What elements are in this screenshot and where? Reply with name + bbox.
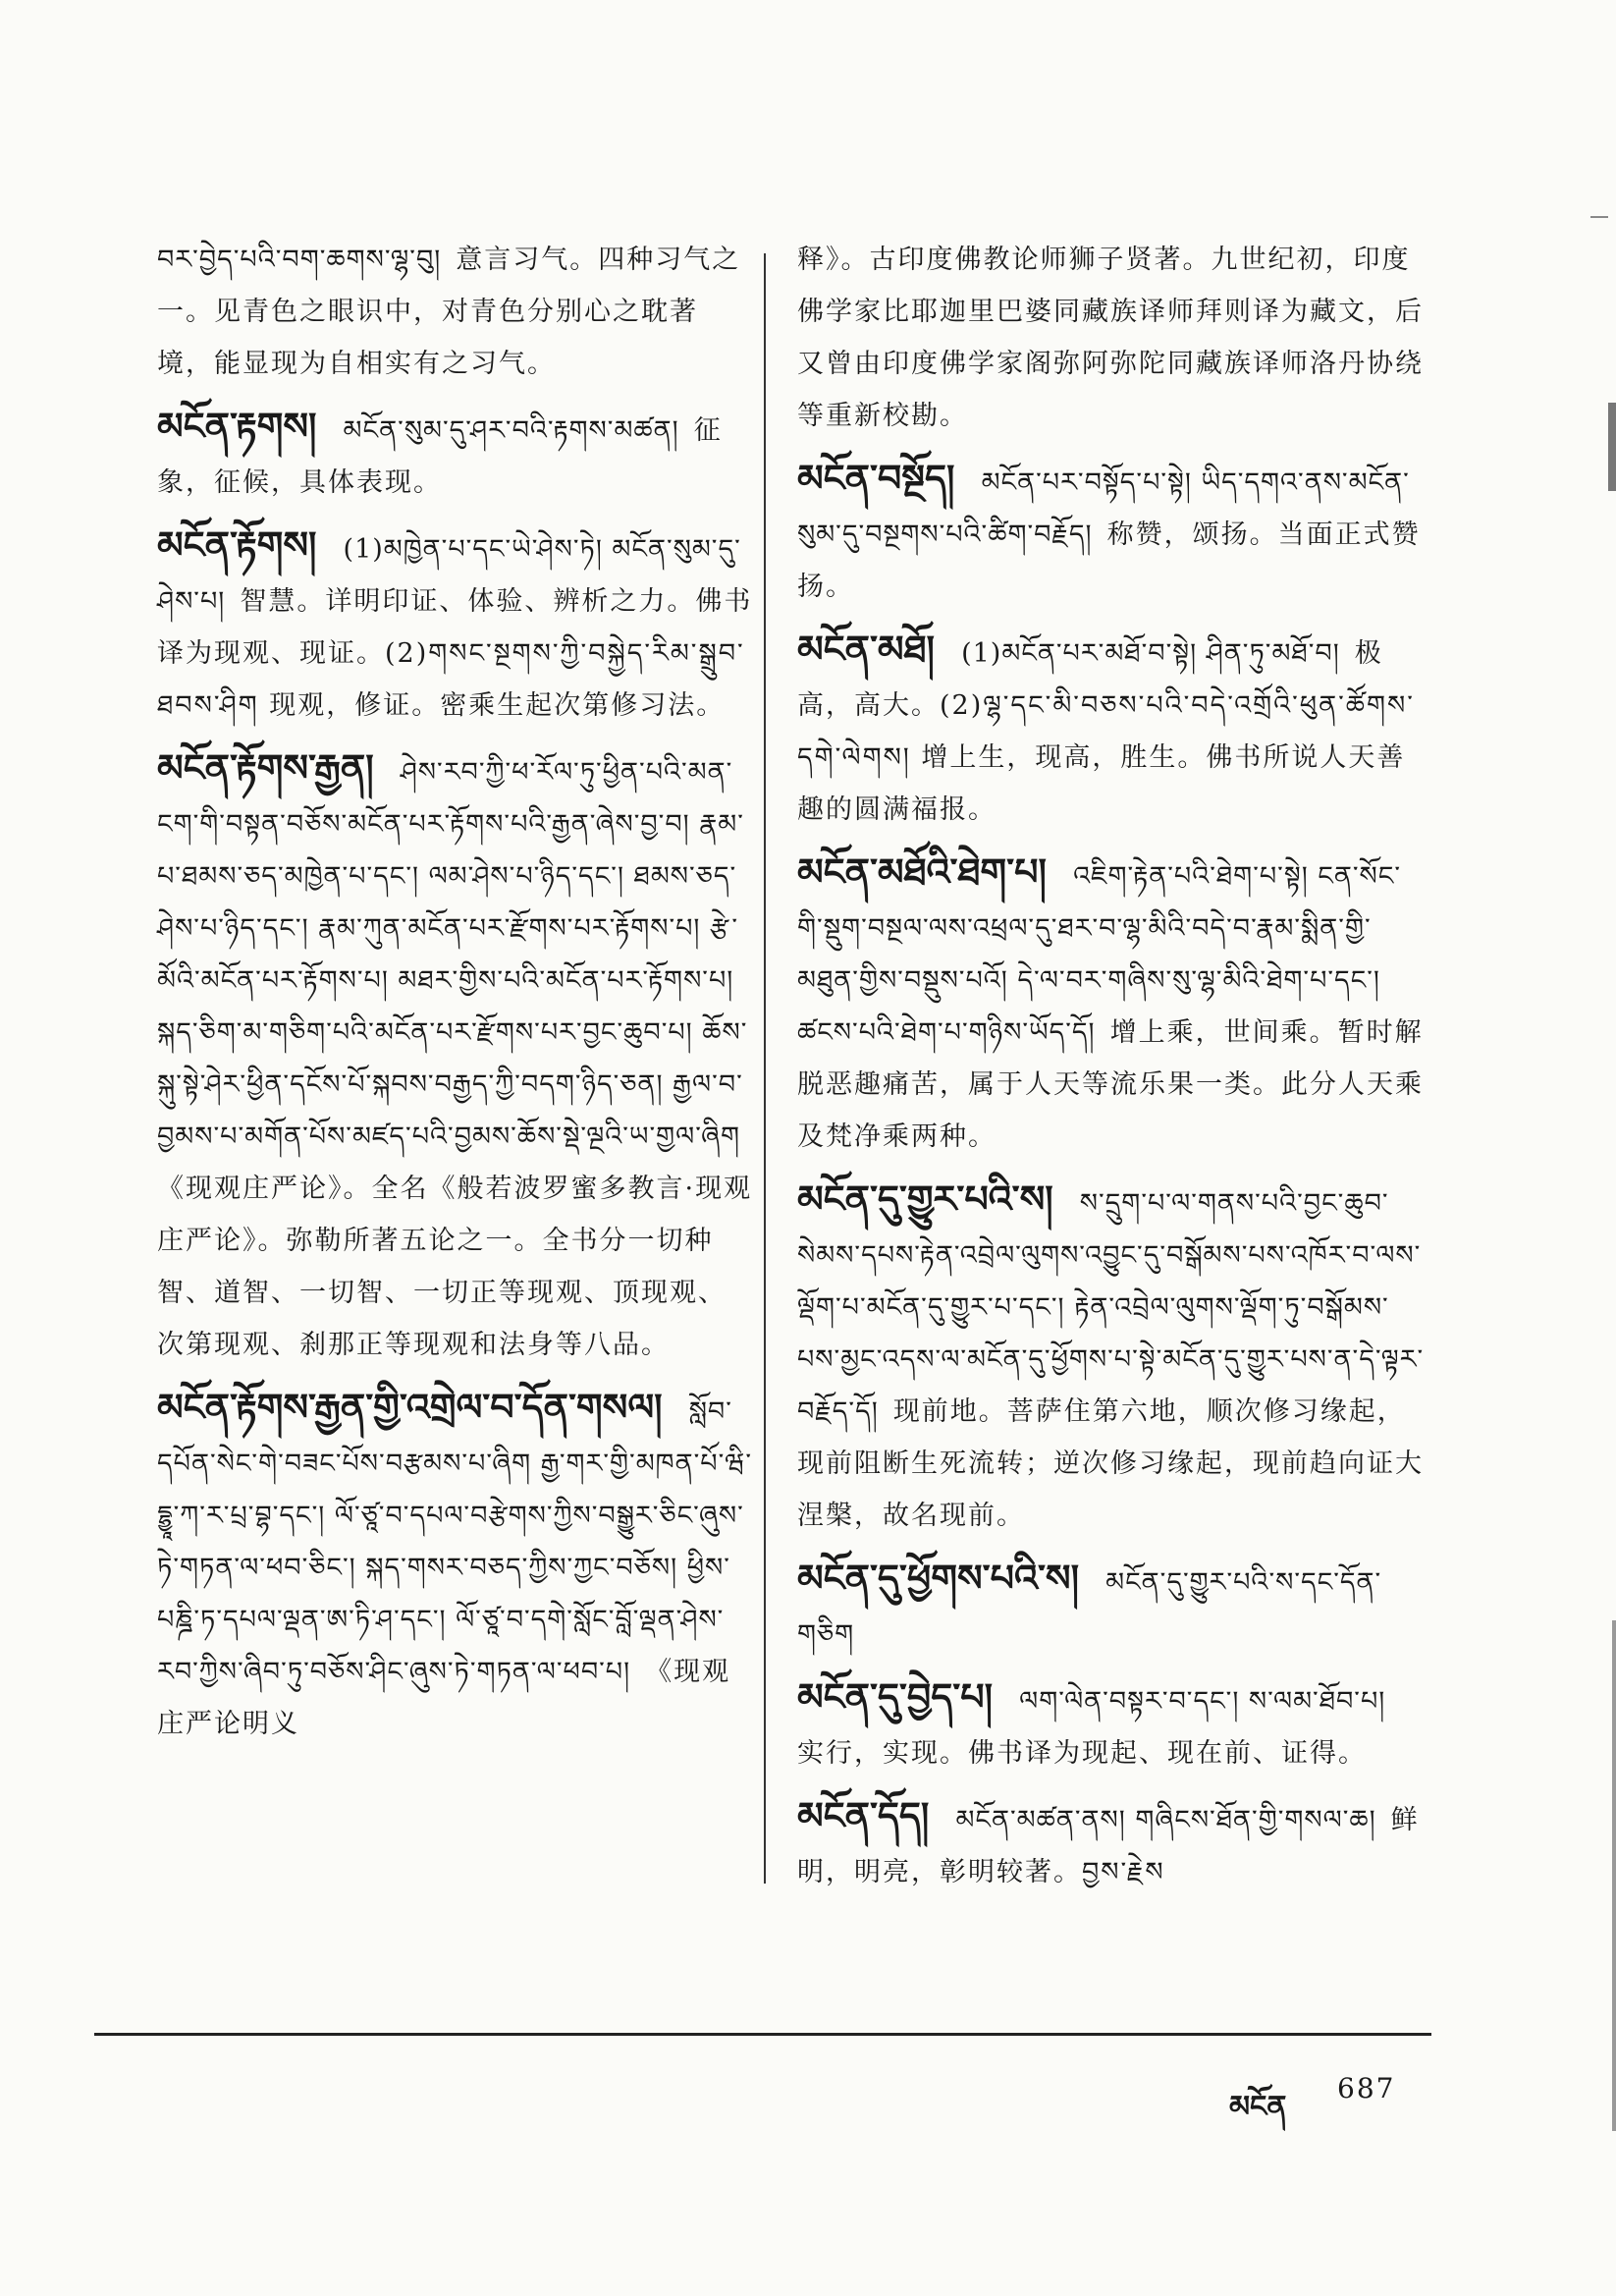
entry-headword: མངོན་དུ་གྱུར་པའི་ས། xyxy=(797,1176,1053,1221)
tibetan-definition: (1)མཁྱེན་པ་དང་ཡེ་ཤེས་ཏེ། མངོན་སུམ་དུ་ཤེས་པ། xyxy=(157,534,741,617)
tibetan-definition: སློབ་དཔོན་སེང་གེ་བཟང་པོས་བརྩམས་པ་ཞིག རྒྱ་གར་གྱི་མཁན་པོ་ཝི་དྷྱཱ་ཀ་ར་པྲ་བྷ་དང་། ལོ་ཙཱ་བ་དཔལ་བརྩེགས་ཀྱིས་བསྒྱུར་ཅིང་ཞུས་ཏེ་གཏན་ལ་ཕབ་ཅིང་། སྐད་གསར་བཅད་ཀྱིས་ཀྱང་བཅོས། ཕྱིས་པཎྜི་ཏ་དཔལ་ལྡན་ཨ་ཏི་ཤ་དང་། ལོ་ཙཱ་བ་དགེ་སློང་བློ་ལྡན་ཤེས་རབ་ཀྱིས་ཞིབ་ཏུ་བཅོས་ཤིང་ཞུས་ཏེ་གཏན་ལ་ཕབ་པ། xyxy=(157,1396,753,1687)
dictionary-entry xyxy=(797,1175,1426,1544)
chinese-definition: 《现观庄严论明义 xyxy=(157,1657,731,1739)
tibetan-definition: ས་དྲུག་པ་ལ་གནས་པའི་བྱང་ཆུབ་སེམས་དཔས་རྟེན་འབྲེལ་ལུགས་འབྱུང་དུ་བསྒོམས་པས་འཁོར་བ་ལས་ལྡོག་པ་མངོན་དུ་གྱུར་པ་དང་། རྟེན་འབྲེལ་ལུགས་ལྡོག་ཏུ་བསྒོམས་པས་མྱང་འདས་ལ་མངོན་དུ་ཕྱོགས་པ་སྟེ་མངོན་དུ་གྱུར་པས་ན་དེ་ལྟར་བརྗོད་དོ། xyxy=(797,1188,1425,1427)
chinese-definition: 增上乘，世间乘。暂时解脱恶趣痛苦，属于人天等流乐果一类。此分人天乘及梵净乘两种。 xyxy=(797,1017,1424,1152)
dictionary-entry xyxy=(157,1383,754,1752)
tibetan-definition: འཇིག་རྟེན་པའི་ཐེག་པ་སྟེ། ངན་སོང་གི་སྡུག་བསྔལ་ལས་འཕྲལ་དུ་ཐར་བ་ལྷ་མིའི་བདེ་བ་རྣམ་སྨིན་གྱི་མཐུན་གྱིས་བསྡུས་པའོ། དེ་ལ་བར་གཞིས་སུ་ལྷ་མིའི་ཐེག་པ་དང་། ཚངས་པའི་ཐེག་པ་གཉིས་ཡོད་དོ། xyxy=(797,861,1402,1048)
chinese-definition: 意言习气。四种习气之一。见青色之眼识中，对青色分别心之耽著境，能显现为自相实有之习气。 xyxy=(157,245,741,379)
column-divider xyxy=(764,253,766,1884)
dictionary-entry xyxy=(157,743,754,1373)
dictionary-entry xyxy=(797,454,1426,615)
entry-headword: མངོན་རྟོགས། xyxy=(157,522,317,567)
dictionary-entry xyxy=(797,1672,1426,1781)
chinese-definition: 征象，征候，具体表现。 xyxy=(157,415,723,498)
dictionary-entry xyxy=(797,1791,1426,1900)
tibetan-text: བར་བྱེད་པའི་བག་ཆགས་ལྷ་བུ། xyxy=(157,245,442,275)
dictionary-entry xyxy=(157,402,754,511)
left-column xyxy=(157,236,754,1762)
chinese-definition: 释》。古印度佛教论师狮子贤著。九世纪初，印度佛学家比耶迦里巴婆同藏族译师拜则译为藏文，后又曾由印度佛学家阁弥阿弥陀同藏族译师洛丹协绕等重新校勘。 xyxy=(797,245,1424,431)
entry-headword: མངོན་མཐོའི་ཐེག་པ། xyxy=(797,849,1047,894)
tibetan-definition: (1)མངོན་པར་མཐོ་བ་སྟེ། ཤིན་ཏུ་མཐོ་བ། xyxy=(961,638,1340,669)
chinese-definition: 称赞，颂扬。当面正式赞扬。 xyxy=(797,519,1421,602)
dictionary-entry xyxy=(157,520,754,734)
entry-headword: མངོན་དུ་ཕྱོགས་པའི་ས། xyxy=(797,1556,1080,1600)
continuation-text xyxy=(157,236,754,392)
margin-mark xyxy=(1612,1620,1616,2131)
chinese-definition: 极高，高大。(2)ལྷ་དང་མི་བཅས་པའི་བདེ་འགྲོའི་ཕུན་ཚོགས་དགེ་ལེགས། 增上生，现高，胜生。佛书所说人天善趣的圆满福报。 xyxy=(797,638,1415,825)
footer-rule xyxy=(94,2033,1431,2036)
dictionary-entry xyxy=(797,1554,1426,1663)
margin-mark xyxy=(1608,403,1616,491)
tibetan-definition: ལག་ལེན་བསྟར་བ་དང་། ས་ལམ་ཐོབ་པ། xyxy=(1019,1686,1386,1717)
tibetan-definition: མངོན་མཚན་ནས། གཞིངས་ཐོན་གྱི་གསལ་ཆ། xyxy=(955,1805,1376,1835)
entry-headword: མངོན་བསྔོད། xyxy=(797,456,955,500)
chinese-definition: 实行，实现。佛书译为现起、现在前、证得。 xyxy=(797,1738,1367,1769)
dictionary-entry xyxy=(797,847,1426,1165)
margin-tick xyxy=(1590,216,1608,218)
entry-headword: མངོན་རྟོགས་རྒྱན། xyxy=(157,745,374,790)
entry-headword: མངོན་མཐོ། xyxy=(797,627,935,671)
tibetan-definition: མངོན་སུམ་དུ་ཤར་བའི་རྟགས་མཚན། xyxy=(343,415,679,446)
chinese-definition: 智慧。详明印证、体验、辨析之力。佛书译为现观、现证。(2)གསང་སྔགས་ཀྱི་བསྐྱེད་རིམ་སྒྲུབ་ཐབས་ཤིག 现观，修证。密乘生起次第修习法。 xyxy=(157,586,753,721)
tibetan-definition: མངོན་པར་བསྟོད་པ་སྟེ། ཡིད་དགའ་ནས་མངོན་སུམ་དུ་བསྔགས་པའི་ཚིག་བརྗོད། xyxy=(797,467,1410,550)
tibetan-definition: ཤེས་རབ་ཀྱི་ཕ་རོལ་ཏུ་ཕྱིན་པའི་མན་ངག་གི་བསྟན་བཅོས་མངོན་པར་རྟོགས་པའི་རྒྱན་ཞེས་བྱ་བ། རྣམ་པ་ཐམས་ཅད་མཁྱེན་པ་དང་། ལམ་ཤེས་པ་ཉིད་དང་། ཐམས་ཅད་ཤེས་པ་ཉིད་དང་། རྣམ་ཀུན་མངོན་པར་རྫོགས་པར་རྟོགས་པ། རྩེ་མོའི་མངོན་པར་རྟོགས་པ། མཐར་གྱིས་པའི་མངོན་པར་རྟོགས་པ། སྐད་ཅིག་མ་གཅིག་པའི་མངོན་པར་རྫོགས་པར་བྱང་ཆུབ་པ། ཆོས་སྐུ་སྟེ་ཤེར་ཕྱིན་དངོས་པོ་སྐབས་བརྒྱད་ཀྱི་བདག་ཉིད་ཅན། རྒྱལ་བ་བྱམས་པ་མགོན་པོས་མཛད་པའི་བྱམས་ཆོས་སྡེ་ལྔའི་ཡ་གྱལ་ཞིག xyxy=(157,757,748,1152)
chinese-definition: 《现观庄严论》。全名《般若波罗蜜多教言·现观庄严论》。弥勒所著五论之一。全书分一切种智、道智、一切智、一切正等现观、顶现观、次第现观、刹那正等现观和法身等八品。 xyxy=(157,1174,753,1360)
entry-headword: མངོན་རྟགས། xyxy=(157,404,317,448)
page-number: 687 xyxy=(1337,2072,1396,2105)
entry-headword: མངོན་དོད། xyxy=(797,1793,930,1837)
chinese-definition: 鲜明，明亮，彰明较著。བྱས་རྗེས xyxy=(797,1805,1420,1887)
dictionary-entry xyxy=(797,625,1426,838)
entry-headword: མངོན་རྟོགས་རྒྱན་གྱི་འགྲེལ་བ་དོན་གསལ། xyxy=(157,1385,663,1429)
entry-headword: མངོན་དུ་བྱེད་པ། xyxy=(797,1674,994,1719)
continuation-text xyxy=(797,236,1426,444)
right-column xyxy=(797,236,1426,1910)
running-headword: མངོན xyxy=(1229,2090,1287,2124)
chinese-definition: 现前地。菩萨住第六地，顺次修习缘起，现前阻断生死流转；逆次修习缘起，现前趋向证大涅槃，故名现前。 xyxy=(797,1396,1424,1531)
tibetan-definition: མངོན་དུ་གྱུར་པའི་ས་དང་དོན་གཅིག xyxy=(797,1567,1382,1650)
